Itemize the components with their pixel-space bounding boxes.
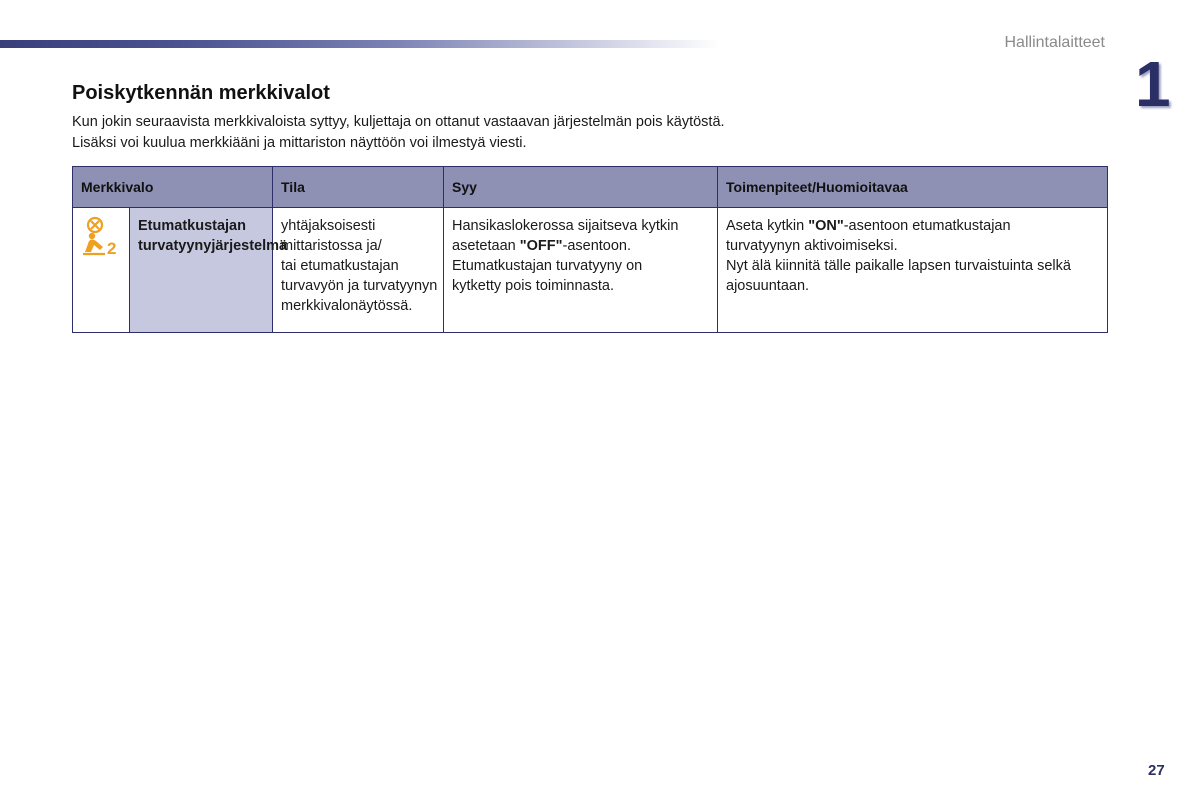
column-header-tila: Tila	[273, 167, 444, 208]
column-header-toimenpiteet: Toimenpiteet/Huomioitavaa	[718, 167, 1108, 208]
status-line: merkkivalonäytössä.	[281, 298, 413, 314]
intro-paragraph	[72, 112, 1102, 154]
action-text: Aseta kytkin	[726, 218, 809, 234]
action-line: ajosuuntaan.	[726, 278, 810, 294]
action-text: -asentoon etumatkustajan	[843, 218, 1011, 234]
intro-line: Lisäksi voi kuulua merkkiääni ja mittariston näyttöön voi ilmestyä viesti.	[72, 135, 527, 151]
actions-cell	[718, 208, 1108, 333]
section-title: Hallintalaitteet	[1004, 34, 1105, 51]
status-line: mittaristossa ja/	[281, 238, 382, 254]
intro-line: Kun jokin seuraavista merkkivaloista syttyy, kuljettaja on ottanut vastaavan järjestelmän pois käytöstä.	[72, 114, 725, 130]
table-header-row	[73, 167, 1108, 208]
action-line: Nyt älä kiinnitä tälle paikalle lapsen turvaistuinta selkä	[726, 258, 1071, 274]
page-heading: Poiskytkennän merkkivalot	[72, 82, 330, 104]
chapter-number: 1	[1135, 48, 1171, 120]
header-gradient-bar	[0, 40, 720, 48]
svg-text:2: 2	[107, 239, 117, 256]
column-header-syy: Syy	[444, 167, 718, 208]
table-row	[73, 208, 1108, 333]
indicator-icon-cell	[73, 208, 130, 333]
indicator-name-cell	[130, 208, 288, 333]
off-keyword: "OFF"	[519, 238, 563, 254]
cause-cell	[444, 208, 718, 333]
status-line: turvavyön ja turvatyynyn	[281, 278, 438, 294]
page-number: 27	[1148, 762, 1165, 779]
cause-text: asetetaan	[452, 238, 520, 254]
status-line: tai etumatkustajan	[281, 258, 399, 274]
cause-text: -asentoon.	[562, 238, 632, 254]
action-line	[726, 216, 1099, 236]
status-line: yhtäjaksoisesti	[281, 218, 376, 234]
indicator-name-line: Etumatkustajan	[138, 218, 246, 234]
warning-lights-table	[72, 166, 1108, 333]
on-keyword: "ON"	[808, 218, 844, 234]
indicator-name-line: turvatyynyjärjestelmä	[138, 238, 288, 254]
cause-line: Hansikaslokerossa sijaitseva kytkin	[452, 218, 679, 234]
action-line: turvatyynyn aktivoimiseksi.	[726, 238, 898, 254]
cause-line: kytketty pois toiminnasta.	[452, 278, 614, 294]
column-header-merkkivalo: Merkkivalo	[73, 167, 273, 208]
status-cell	[273, 208, 444, 333]
airbag-off-icon	[81, 239, 125, 260]
cause-line: Etumatkustajan turvatyyny on	[452, 258, 643, 274]
cause-line	[452, 236, 709, 256]
